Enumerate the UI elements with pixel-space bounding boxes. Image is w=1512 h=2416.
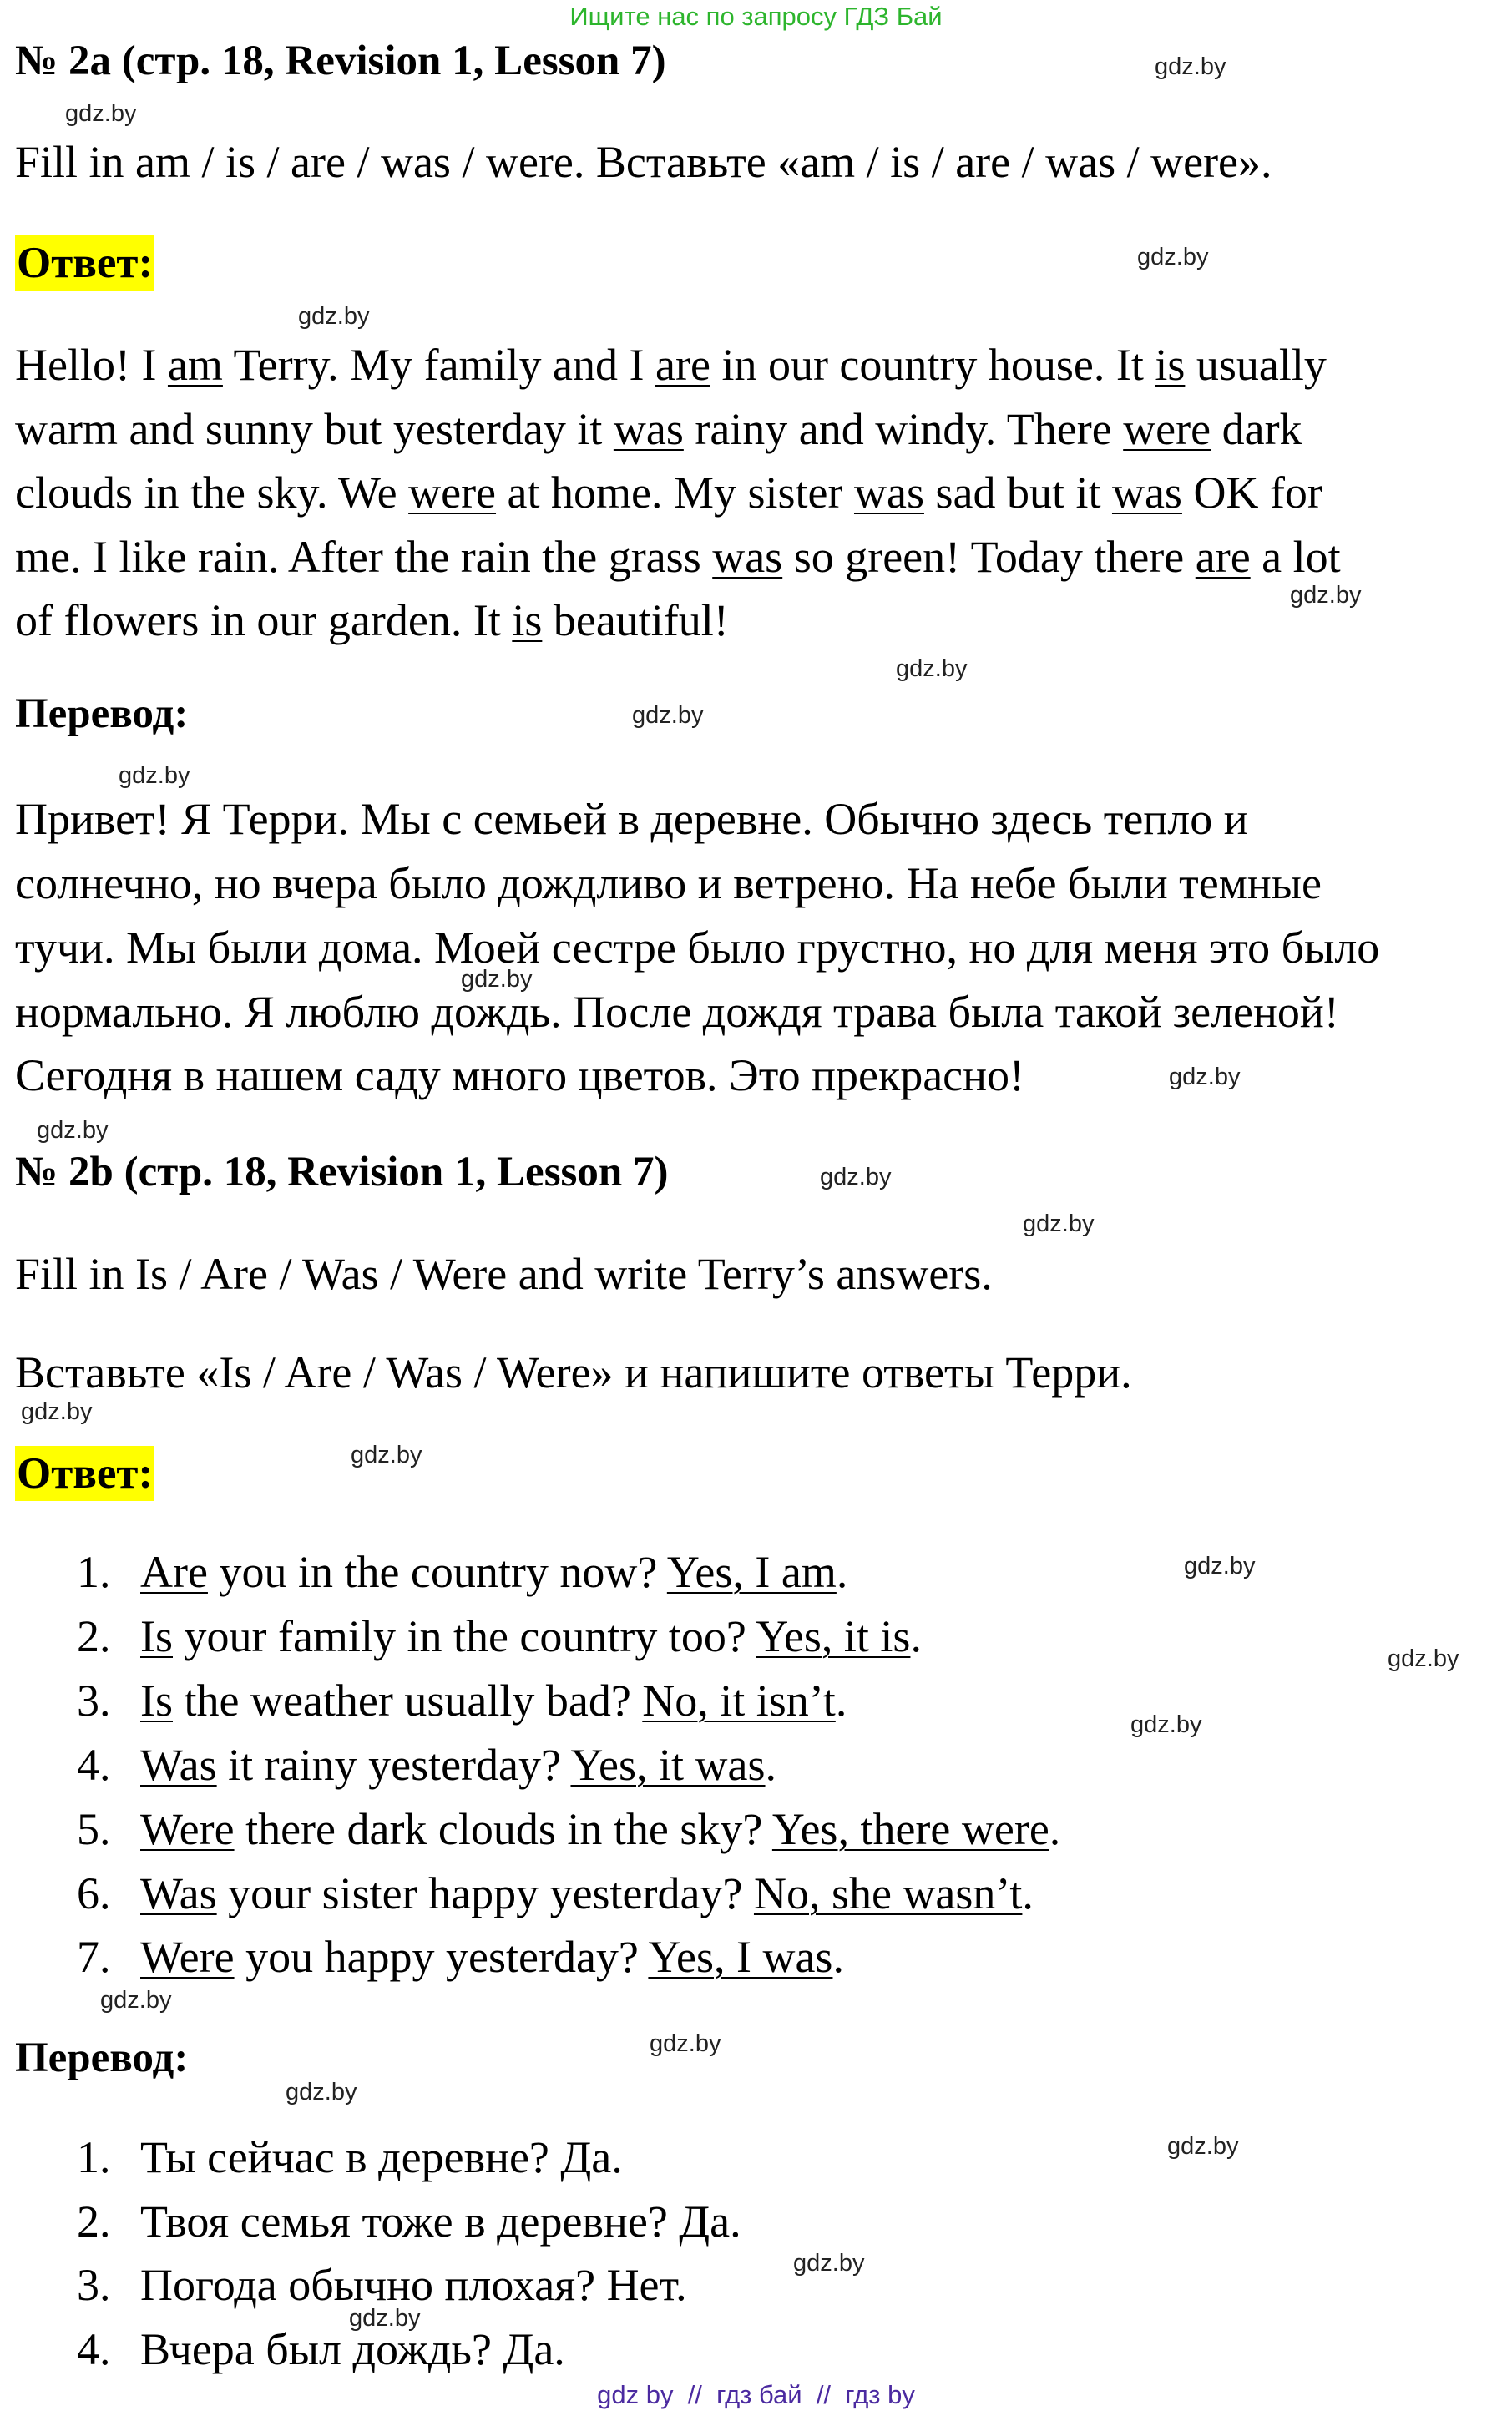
filled-answer: am <box>167 340 223 390</box>
watermark: gdz.by <box>650 2030 721 2057</box>
list-number: 5. <box>77 1804 111 1854</box>
watermark: gdz.by <box>349 2305 421 2332</box>
watermark: gdz.by <box>896 655 968 682</box>
answer-list-item <box>77 1803 1060 1855</box>
task-2b-heading: № 2b (стр. 18, Revision 1, Lesson 7) <box>15 1149 669 1195</box>
filled-answer: Are <box>140 1547 208 1597</box>
filled-answer: was <box>613 404 684 454</box>
text-run: . <box>1049 1804 1061 1854</box>
translation-line: тучи. Мы были дома. Моей сестре было грустно, но для меня это было <box>15 922 1380 973</box>
watermark: gdz.by <box>1137 244 1209 270</box>
translation-list-item <box>77 2323 565 2375</box>
filled-answer: Was <box>140 1740 217 1790</box>
text-run: rainy and windy. There <box>683 404 1124 454</box>
text-run: . <box>832 1932 844 1982</box>
list-number: 3. <box>77 1676 111 1726</box>
filled-answer: Were <box>140 1932 235 1982</box>
translation-line: нормально. Я люблю дождь. После дождя трава была такой зеленой! <box>15 987 1339 1037</box>
text-run: you happy yesterday? <box>234 1932 649 1982</box>
filled-answer: was <box>712 532 783 582</box>
footer-link[interactable]: гдз бай <box>716 2380 802 2409</box>
watermark: gdz.by <box>793 2250 865 2277</box>
text-run: dark <box>1211 404 1302 454</box>
watermark: gdz.by <box>37 1117 109 1144</box>
filled-answer: is <box>512 595 543 645</box>
translation-text: Ты сейчас в деревне? Да. <box>140 2132 623 2182</box>
text-run: your sister happy yesterday? <box>216 1868 754 1918</box>
watermark: gdz.by <box>632 702 704 729</box>
task-2a-answer-label: Ответ: <box>15 235 154 291</box>
task-2b-answer-label: Ответ: <box>15 1446 154 1501</box>
filled-answer: are <box>1195 532 1251 582</box>
filled-answer: Was <box>140 1868 217 1918</box>
text-run: the weather usually bad? <box>173 1676 643 1726</box>
text-run: you in the country now? <box>207 1547 667 1597</box>
watermark: gdz.by <box>351 1442 422 1468</box>
list-number: 2. <box>77 1611 111 1661</box>
task-2a-instruction: Fill in am / is / are / was / were. Вставьте «am / is / are / was / were». <box>15 137 1272 187</box>
filled-answer: were <box>408 468 497 518</box>
filled-answer: was <box>1111 468 1182 518</box>
text-run: me. I like rain. After the rain the grass <box>15 532 713 582</box>
task-2a-translation-label: Перевод: <box>15 690 189 737</box>
filled-answer: No, she wasn’t <box>753 1868 1023 1918</box>
watermark: gdz.by <box>100 1987 172 2014</box>
translation-list-item <box>77 2259 687 2311</box>
filled-answer: Is <box>140 1611 173 1661</box>
task-2b-instruction-en: Fill in Is / Are / Was / Were and write Terry’s answers. <box>15 1249 993 1299</box>
text-run: clouds in the sky. We <box>15 468 409 518</box>
watermark: gdz.by <box>1167 2133 1239 2160</box>
watermark: gdz.by <box>1169 1064 1241 1090</box>
top-search-banner[interactable]: Ищите нас по запросу ГДЗ Бай <box>569 2 943 31</box>
watermark: gdz.by <box>286 2079 357 2105</box>
answer-line <box>15 339 1327 391</box>
answer-line <box>15 403 1302 455</box>
text-run: beautiful! <box>542 595 729 645</box>
filled-answer: was <box>853 468 924 518</box>
list-number: 7. <box>77 1932 111 1982</box>
list-number: 4. <box>77 2324 111 2374</box>
watermark: gdz.by <box>298 303 370 330</box>
text-run: a lot <box>1250 532 1341 582</box>
list-number: 3. <box>77 2260 111 2310</box>
answer-list-item <box>77 1610 922 1662</box>
watermark: gdz.by <box>65 100 137 127</box>
footer-link[interactable]: гдз by <box>845 2380 915 2409</box>
text-run: . <box>910 1611 922 1661</box>
watermark: gdz.by <box>1388 1645 1459 1672</box>
translation-line: солнечно, но вчера было дождливо и ветрено. На небе были темные <box>15 858 1322 908</box>
list-number: 6. <box>77 1868 111 1918</box>
answer-line <box>15 531 1341 583</box>
footer-link[interactable]: gdz by <box>597 2380 674 2409</box>
text-run: of flowers in our garden. It <box>15 595 513 645</box>
watermark: gdz.by <box>820 1164 892 1190</box>
translation-list-item <box>77 2196 741 2247</box>
text-run: so green! Today there <box>782 532 1196 582</box>
answer-list-item <box>77 1675 847 1726</box>
filled-answer: Yes, I was <box>648 1932 833 1982</box>
watermark: gdz.by <box>119 762 190 789</box>
translation-line: Привет! Я Терри. Мы с семьей в деревне. Обычно здесь тепло и <box>15 794 1248 844</box>
filled-answer: Is <box>140 1676 173 1726</box>
translation-text: Погода обычно плохая? Нет. <box>140 2260 687 2310</box>
text-run: Terry. My family and I <box>222 340 656 390</box>
text-run: . <box>765 1740 777 1790</box>
text-run: warm and sunny but yesterday it <box>15 404 614 454</box>
list-number: 1. <box>77 2132 111 2182</box>
list-number: 4. <box>77 1740 111 1790</box>
answer-list-item <box>77 1868 1034 1919</box>
filled-answer: Yes, it is <box>756 1611 911 1661</box>
filled-answer: No, it isn’t <box>642 1676 836 1726</box>
text-run: . <box>835 1676 847 1726</box>
task-2b-instruction-ru: Вставьте «Is / Are / Was / Were» и напишите ответы Терри. <box>15 1347 1132 1398</box>
translation-text: Вчера был дождь? Да. <box>140 2324 565 2374</box>
watermark: gdz.by <box>21 1398 93 1425</box>
text-run: sad but it <box>923 468 1112 518</box>
filled-answer: Yes, there were <box>771 1804 1049 1854</box>
translation-list-item <box>77 2131 623 2183</box>
watermark: gdz.by <box>1130 1711 1202 1738</box>
text-run: OK for <box>1181 468 1322 518</box>
filled-answer: is <box>1155 340 1186 390</box>
answer-line <box>15 467 1322 518</box>
filled-answer: were <box>1123 404 1211 454</box>
watermark: gdz.by <box>461 966 533 993</box>
text-run: in our country house. It <box>710 340 1155 390</box>
task-2a-heading: № 2a (стр. 18, Revision 1, Lesson 7) <box>15 38 666 84</box>
translation-line: Сегодня в нашем саду много цветов. Это прекрасно! <box>15 1050 1025 1100</box>
text-run: there dark clouds in the sky? <box>234 1804 772 1854</box>
translation-text: Твоя семья тоже в деревне? Да. <box>140 2196 741 2247</box>
watermark: gdz.by <box>1023 1211 1095 1237</box>
text-run: it rainy yesterday? <box>216 1740 571 1790</box>
filled-answer: Yes, I am <box>666 1547 837 1597</box>
text-run: . <box>836 1547 848 1597</box>
filled-answer: Yes, it was <box>570 1740 766 1790</box>
watermark: gdz.by <box>1184 1553 1256 1579</box>
footer-links: gdz by // гдз бай // гдз by <box>597 2380 915 2409</box>
answer-list-item <box>77 1546 847 1598</box>
list-number: 1. <box>77 1547 111 1597</box>
answer-line <box>15 594 729 646</box>
text-run: at home. My sister <box>496 468 854 518</box>
text-run: your family in the country too? <box>173 1611 756 1661</box>
answer-list-item <box>77 1931 844 1983</box>
text-run: . <box>1022 1868 1034 1918</box>
filled-answer: Were <box>140 1804 235 1854</box>
task-2b-translation-label: Перевод: <box>15 2034 189 2081</box>
text-run: usually <box>1185 340 1327 390</box>
answer-list-item <box>77 1739 776 1791</box>
filled-answer: are <box>655 340 710 390</box>
watermark: gdz.by <box>1155 53 1226 80</box>
list-number: 2. <box>77 2196 111 2247</box>
watermark: gdz.by <box>1290 582 1362 609</box>
text-run: Hello! I <box>15 340 168 390</box>
